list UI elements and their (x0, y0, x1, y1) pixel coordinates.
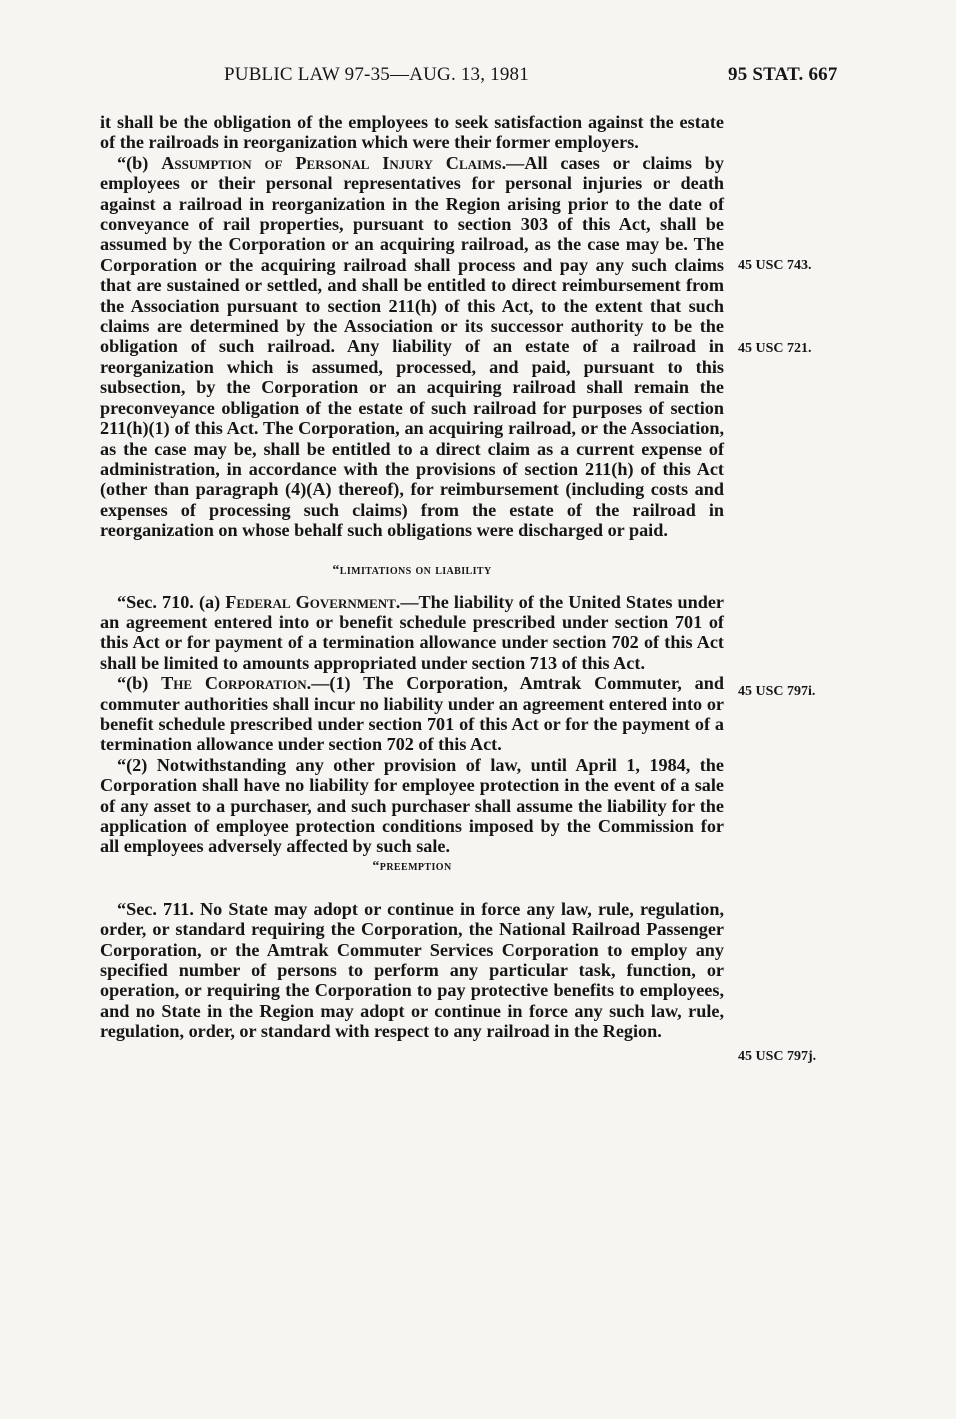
section-710-b-caption: The Corporation. (161, 673, 312, 694)
page-header (0, 64, 956, 88)
paragraph-b-lead: “(b) (117, 152, 162, 173)
heading-limitations-on-liability: “limitations on liability (332, 562, 492, 578)
margin-note-45-usc-797j: 45 USC 797j. (738, 1049, 817, 1064)
margin-note-45-usc-743: 45 USC 743. (738, 258, 812, 273)
heading-preemption: “preemption (372, 858, 452, 874)
paragraph-b-assumption (100, 153, 724, 541)
section-710-lead: “Sec. 710. (a) (117, 591, 226, 612)
paragraph-b-caption: Assumption of Personal Injury Claims. (161, 152, 507, 173)
header-title: PUBLIC LAW 97-35—AUG. 13, 1981 (224, 64, 529, 85)
header-stat-citation: 95 STAT. 667 (728, 64, 838, 85)
section-710-a (100, 592, 724, 674)
section-710-text: —The liability of the United States under an agreement entered into or benefit schedule prescribed under section 701 of this Act or for payment of a termination allowance under section 702 of this Act shall be limited to amounts appropriated under section 713 of this Act. (100, 591, 724, 673)
section-710-b-text: —(1) The Corporation, Amtrak Commuter, and commuter authorities shall incur no liability under an agreement entered into or benefit schedule prescribed under section 701 of this Act or for the payment of a termination allowance under section 702 of this Act. (100, 673, 724, 755)
section-710-b (100, 673, 724, 755)
body-text (100, 112, 724, 1042)
section-710-b-lead: “(b) (117, 673, 162, 694)
section-710-caption: Federal Government. (225, 591, 401, 612)
margin-note-45-usc-721: 45 USC 721. (738, 341, 812, 356)
margin-note-45-usc-797i: 45 USC 797i. (738, 684, 816, 699)
section-710-b-2: “(2) Notwithstanding any other provision of law, until April 1, 1984, the Corporation shall have no liability for employee protection in the event of a sale of any asset to a purchaser, and such purchaser shall assume the liability for the application of employee protection conditions imposed by the Commission for all employees adversely affected by such sale. (100, 754, 724, 857)
paragraph-continuation: it shall be the obligation of the employees to seek satisfaction against the estate of the railroads in reorganization which were their former employers. (100, 112, 724, 153)
paragraph-b-text: —All cases or claims by employees or their personal representatives for personal injuries or death against a railroad in reorganization in the Region arising prior to the date of conveyance of rail properties, pursuant to section 303 of this Act, shall be assumed by the Corporation or an acquiring railroad, as the case may be. The Corporation or the acquiring railroad shall process and pay any such claims that are sustained or settled, and shall be entitled to direct reimbursement from the Association pursuant to section 211(h) of this Act, to the extent that such claims are determined by the Association or its successor authority to be the obligation of such railroad. Any liability of an estate of a railroad in reorganization which is assumed, processed, and paid, pursuant to this subsection, by the Corporation or an acquiring railroad shall remain the preconveyance obligation of the estate of such railroad for purposes of section 211(h)(1) of this Act. The Corporation, an acquiring railroad, or the Association, as the case may be, shall be entitled to a direct claim as a current expense of administration, in accordance with the provisions of section 211(h) of this Act (other than paragraph (4)(A) thereof), for reimbursement (including costs and expenses of processing such claims) from the estate of the railroad in reorganization on whose behalf such obligations were discharged or paid. (100, 152, 724, 541)
section-711: “Sec. 711. No State may adopt or continue in force any law, rule, regulation, order, or standard requiring the Corporation, the National Railroad Passenger Corporation, or the Amtrak Commuter Services Corporation to employ any specified number of persons to perform any particular task, function, or operation, or requiring the Corporation to pay protective benefits to employees, and no State in the Region may adopt or continue in force any such law, rule, regulation, order, or standard with respect to any railroad in the Region. (100, 898, 724, 1042)
